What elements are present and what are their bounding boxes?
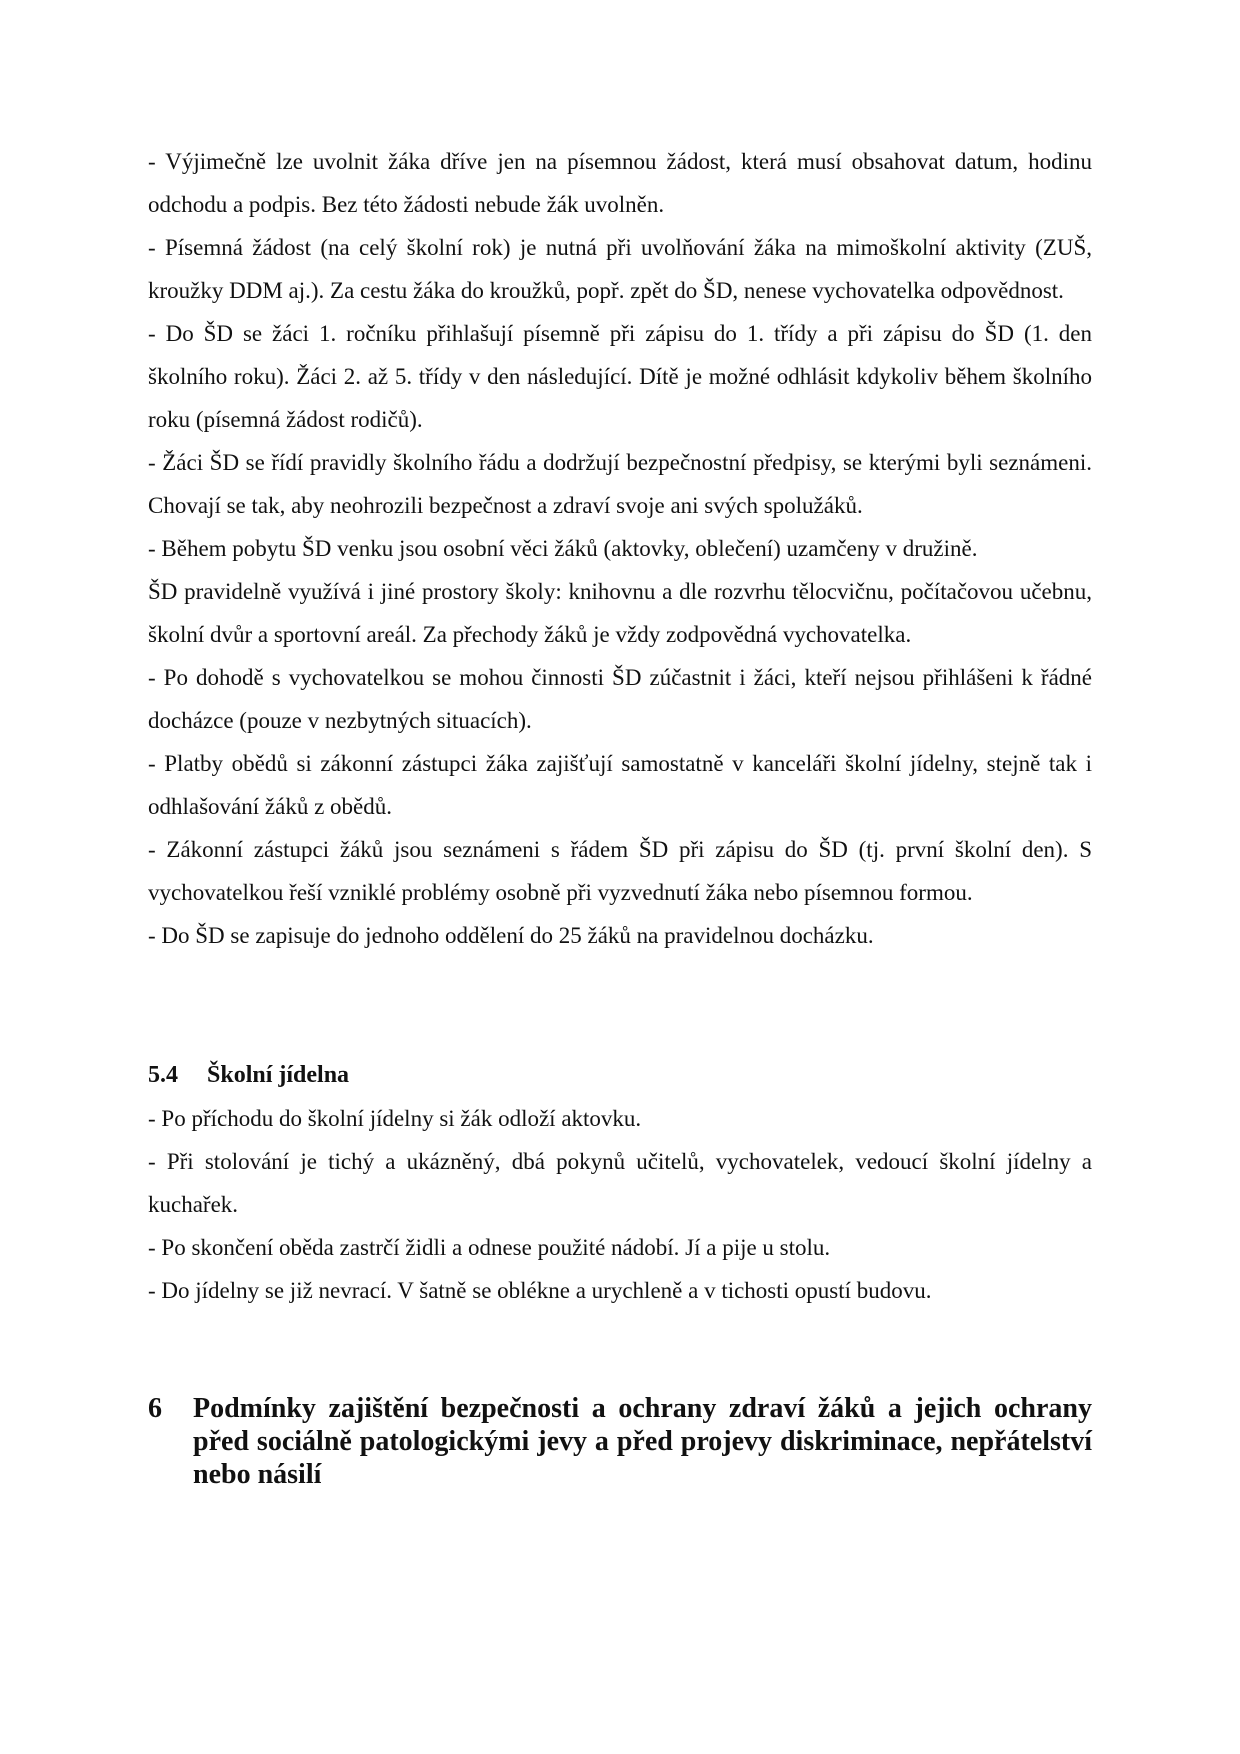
paragraph: - Během pobytu ŠD venku jsou osobní věci žáků (aktovky, oblečení) uzamčeny v družině. (148, 536, 978, 561)
canteen-rules-list (148, 1097, 1092, 1312)
paragraph: - Při stolování je tichý a ukázněný, dbá pokynů učitelů, vychovatelek, vedoucí školní jídelny a kuchařek. (148, 1149, 1092, 1217)
school-club-rules-list (148, 140, 1092, 957)
section-title: Podmínky zajištění bezpečnosti a ochrany zdraví žáků a jejich ochrany před sociálně patologickými jevy a před projevy diskriminace, nepřátelství nebo násilí (193, 1393, 1092, 1490)
paragraph: - Po skončení oběda zastrčí židli a odnese použité nádobí. Jí a pije u stolu. (148, 1235, 831, 1260)
paragraph: - Do ŠD se žáci 1. ročníku přihlašují písemně při zápisu do 1. třídy a při zápisu do ŠD (1. den školního roku). Žáci 2. až 5. třídy v den následující. Dítě je možné odhlásit kdykoliv během školního roku (písemná žádost rodičů). (148, 321, 1092, 432)
section-number: 5.4 (148, 1062, 178, 1088)
paragraph: - Zákonní zástupci žáků jsou seznámeni s řádem ŠD při zápisu do ŠD (tj. první školní den). S vychovatelkou řeší vzniklé problémy osobně při vyzvednutí žáka nebo písemnou formou. (148, 837, 1092, 905)
paragraph: - Výjimečně lze uvolnit žáka dříve jen na písemnou žádost, která musí obsahovat datum, hodinu odchodu a podpis. Bez této žádosti nebude žák uvolněn. (148, 149, 1092, 217)
paragraph: - Platby obědů si zákonní zástupci žáka zajišťují samostatně v kanceláři školní jídelny, stejně tak i odhlašování žáků z obědů. (148, 751, 1092, 819)
paragraph: - Po dohodě s vychovatelkou se mohou činnosti ŠD zúčastnit i žáci, kteří nejsou přihlášeni k řádné docházce (pouze v nezbytných situacích). (148, 665, 1092, 733)
paragraph: - Žáci ŠD se řídí pravidly školního řádu a dodržují bezpečnostní předpisy, se kterými byli seznámeni. Chovají se tak, aby neohrozili bezpečnost a zdraví svoje ani svých spolužáků. (148, 450, 1092, 518)
section-heading-6 (148, 1392, 1092, 1491)
section-number: 6 (148, 1393, 162, 1424)
paragraph: - Do ŠD se zapisuje do jednoho oddělení do 25 žáků na pravidelnou docházku. (148, 923, 874, 948)
paragraph: - Do jídelny se již nevrací. V šatně se oblékne a urychleně a v tichosti opustí budovu. (148, 1278, 932, 1303)
paragraph: - Písemná žádost (na celý školní rok) je nutná při uvolňování žáka na mimoškolní aktivity (ZUŠ, kroužky DDM aj.). Za cestu žáka do kroužků, popř. zpět do ŠD, nenese vychovatelka odpovědnost. (148, 235, 1092, 303)
paragraph: ŠD pravidelně využívá i jiné prostory školy: knihovnu a dle rozvrhu tělocvičnu, počítačovou učebnu, školní dvůr a sportovní areál. Za přechody žáků je vždy zodpovědná vychovatelka. (148, 579, 1092, 647)
section-title: Školní jídelna (207, 1062, 350, 1088)
section-heading-5-4 (148, 1058, 349, 1092)
paragraph: - Po příchodu do školní jídelny si žák odloží aktovku. (148, 1106, 642, 1131)
